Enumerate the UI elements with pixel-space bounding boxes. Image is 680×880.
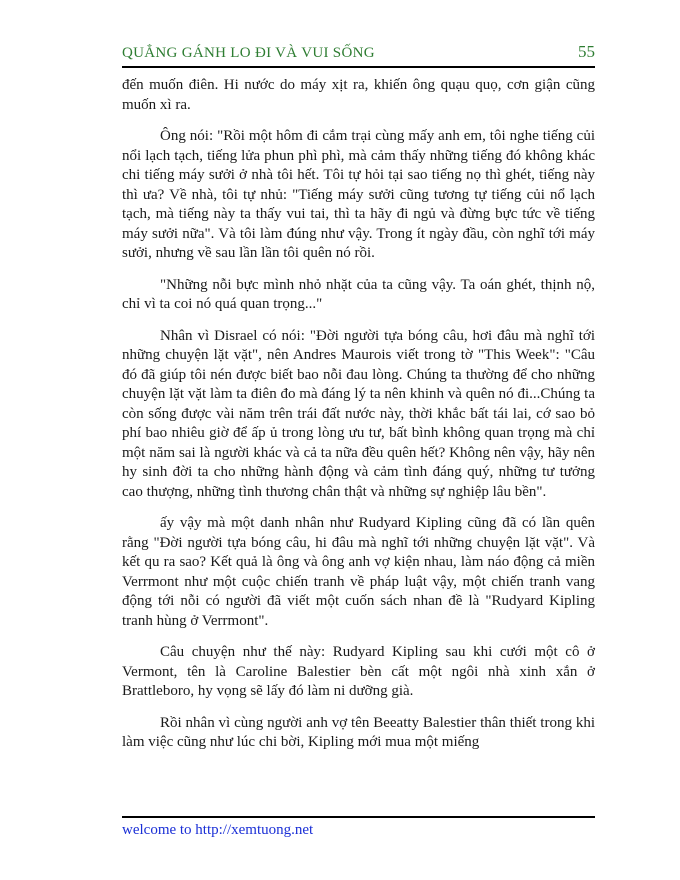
- footer-link[interactable]: welcome to http://xemtuong.net: [122, 822, 314, 838]
- page-header: [122, 42, 595, 68]
- book-title: QUẲNG GÁNH LO ĐI VÀ VUI SỐNG: [122, 45, 375, 61]
- paragraph: ấy vậy mà một danh nhân như Rudyard Kipling cũng đã có lần quên rằng "Đời người tựa bóng câu, hi đâu mà nghĩ tới những chuyện lặt vặt". Và kết qu ra sao? Kết quả là ông và ông anh vợ kiện nhau, làm náo động cả miền Verrmont như một cuộc chiến tranh về pháp luật vậy, một chiến tranh vang động tới nỗi có người đã viết một cuốn sách nhan đề là "Rudyard Kipling tranh hùng ở Verrmont".: [122, 515, 595, 629]
- paragraph: Rồi nhân vì cùng người anh vợ tên Beeatty Balestier thân thiết trong khi làm việc cũng như lúc chi bời, Kipling mới mua một miếng: [122, 714, 595, 750]
- paragraph: Ông nói: "Rồi một hôm đi cắm trại cùng mấy anh em, tôi nghe tiếng củi nổi lạch tạch, tiếng lửa phun phì phì, mà cảm thấy những tiếng đó không khác chi tiếng máy sưởi ở nhà tôi hết. Tôi tự hỏi tại sao tiếng nọ thì ghét, tiếng này thì ưa? Về nhà, tôi tự nhủ: "Tiếng máy sưởi cũng tương tự tiếng củi nổ lạch tạch, mà tiếng này ta thấy vui tai, thì ta hãy đi ngủ và đừng bực tức về tiếng máy sưởi nữa". Và tôi làm đúng như vậy. Trong ít ngày đầu, còn nghĩ tới máy sưởi, nhưng về sau lần lần tôi quên nó rồi.: [122, 128, 595, 261]
- paragraph: Câu chuyện như thế này: Rudyard Kipling sau khi cưới một cô ở Vermont, tên là Caroline Balestier bèn cất một ngôi nhà xinh xắn ở Brattleboro, hy vọng sẽ lấy đó làm ni dưỡng già.: [122, 644, 595, 699]
- paragraph-continuation: đến muốn điên. Hi nước do máy xịt ra, khiến ông quạu quọ, cơn giận cũng muốn xì ra.: [122, 77, 595, 113]
- page-number: 55: [578, 42, 595, 61]
- paragraph: "Những nỗi bực mình nhỏ nhặt của ta cũng vậy. Ta oán ghét, thịnh nộ, chỉ vì ta coi nó quá quan trọng...": [122, 276, 595, 312]
- body-text: [122, 76, 595, 765]
- paragraph: Nhân vì Disrael có nói: "Đời người tựa bóng câu, hơi đâu mà nghĩ tới những chuyện lặt vặt", nên Andres Maurois viết trong tờ "This Week": "Câu đó đã giúp tôi nén được biết bao nỗi đau lòng. Chúng ta thường để cho những chuyện lặt vặt làm ta điên đo mà đáng lý ta nên khinh và quên nó đi...Chúng ta còn sống được vài năm trên trái đất nước này, thời khắc bất tái lai, cớ sao bỏ phí bao nhiêu giờ để ấp ủ trong lòng ưu tư, bất bình không quan trọng mà chỉ một năm sai là người khác và cả ta nữa đều quên hết? Không nên vậy, hãy nên hy sinh đời ta cho những hành động và cảm tình đáng quý, những tư tưởng cao thượng, những tình thương chân thật và những sự nghiệp lâu bền".: [122, 327, 595, 500]
- page-footer: [122, 816, 595, 839]
